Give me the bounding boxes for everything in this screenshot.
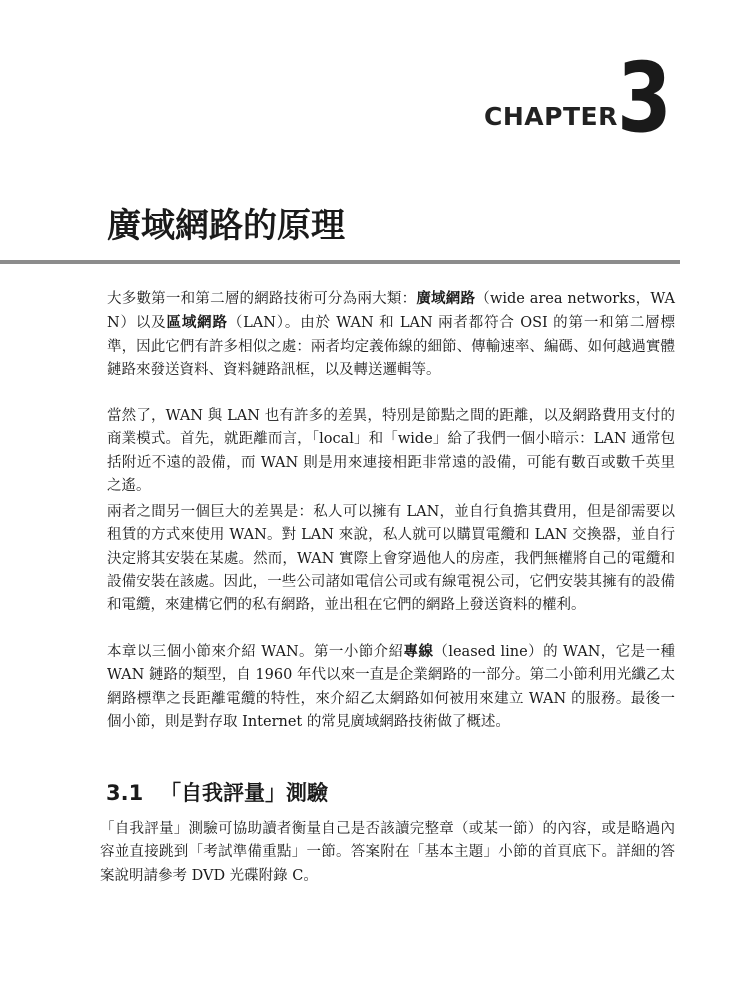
section-number: 3.1 [106, 781, 144, 805]
paragraph-self-assessment: 「自我評量」測驗可協助讀者衡量自己是否該讀完整章（或某一節）的內容，或是略過內容並直接跳到「考試準備重點」一節。答案附在「基本主題」小節的首頁底下。詳細的答案說明請參考 DVD 光碟附錄 C。 [100, 821, 675, 884]
section-heading [106, 778, 328, 808]
chapter-label: CHAPTER [484, 102, 618, 131]
paragraph-differences: 當然了，WAN 與 LAN 也有許多的差異，特別是節點之間的距離，以及網路費用支付的商業模式。首先，就距離而言，「local」和「wide」給了我們一個小暗示：LAN 通常包括附近不遠的設備，而 WAN 則是用來連接相距非常遠的設備，可能有數百或數千英里之遙。 [107, 408, 675, 494]
title-divider [0, 260, 680, 264]
paragraph-text: 本章以三個小節來介紹 WAN。第一小節介紹 [107, 644, 404, 660]
paragraph-intro [107, 287, 675, 382]
paragraph-text: （leased line）的 WAN，它是一種 WAN 鏈路的類型，自 1960 年代以來一直是企業網路的一部分。第二小節利用光纖乙太網路標準之長距離電纜的特性，來介紹乙太網路如何被用來建立 WAN 的服務。最後一個小節，則是對存取 Internet 的常見廣域網路技術做了概述。 [107, 644, 676, 730]
term-lan: 區域網路 [166, 314, 228, 332]
paragraph-chapter-overview [107, 640, 675, 734]
paragraph-text: （LAN）。由於 WAN 和 LAN 兩者都符合 OSI 的第一和第二層標準，因此它們有許多相似之處：兩者均定義佈線的細節、傳輸速率、編碼、如何越過實體鏈路來發送資料、資料鏈路訊框，以及轉送邏輯等。 [107, 315, 675, 378]
paragraph-ownership: 兩者之間另一個巨大的差異是：私人可以擁有 LAN，並自行負擔其費用，但是卻需要以租賃的方式來使用 WAN。對 LAN 來說，私人就可以購買電纜和 LAN 交換器，並自行決定將其安裝在某處。然而，WAN 實際上會穿過他人的房產，我們無權將自己的電纜和設備安裝在該處。因此，一些公司諸如電信公司或有線電視公司，它們安裝其擁有的設備和電纜，來建構它們的私有網路，並出租在它們的網路上發送資料的權利。 [107, 504, 675, 614]
term-leased-line: 專線 [403, 643, 434, 660]
term-wan: 廣域網路 [416, 290, 476, 307]
chapter-number: 3 [617, 42, 672, 154]
chapter-title: 廣域網路的原理 [107, 206, 345, 246]
paragraph-text: 大多數第一和第二層的網路技術可分為兩大類： [107, 291, 417, 307]
paragraph-text: （wide area networks，WAN）以及 [107, 291, 676, 332]
section-title: 「自我評量」測驗 [160, 781, 328, 805]
